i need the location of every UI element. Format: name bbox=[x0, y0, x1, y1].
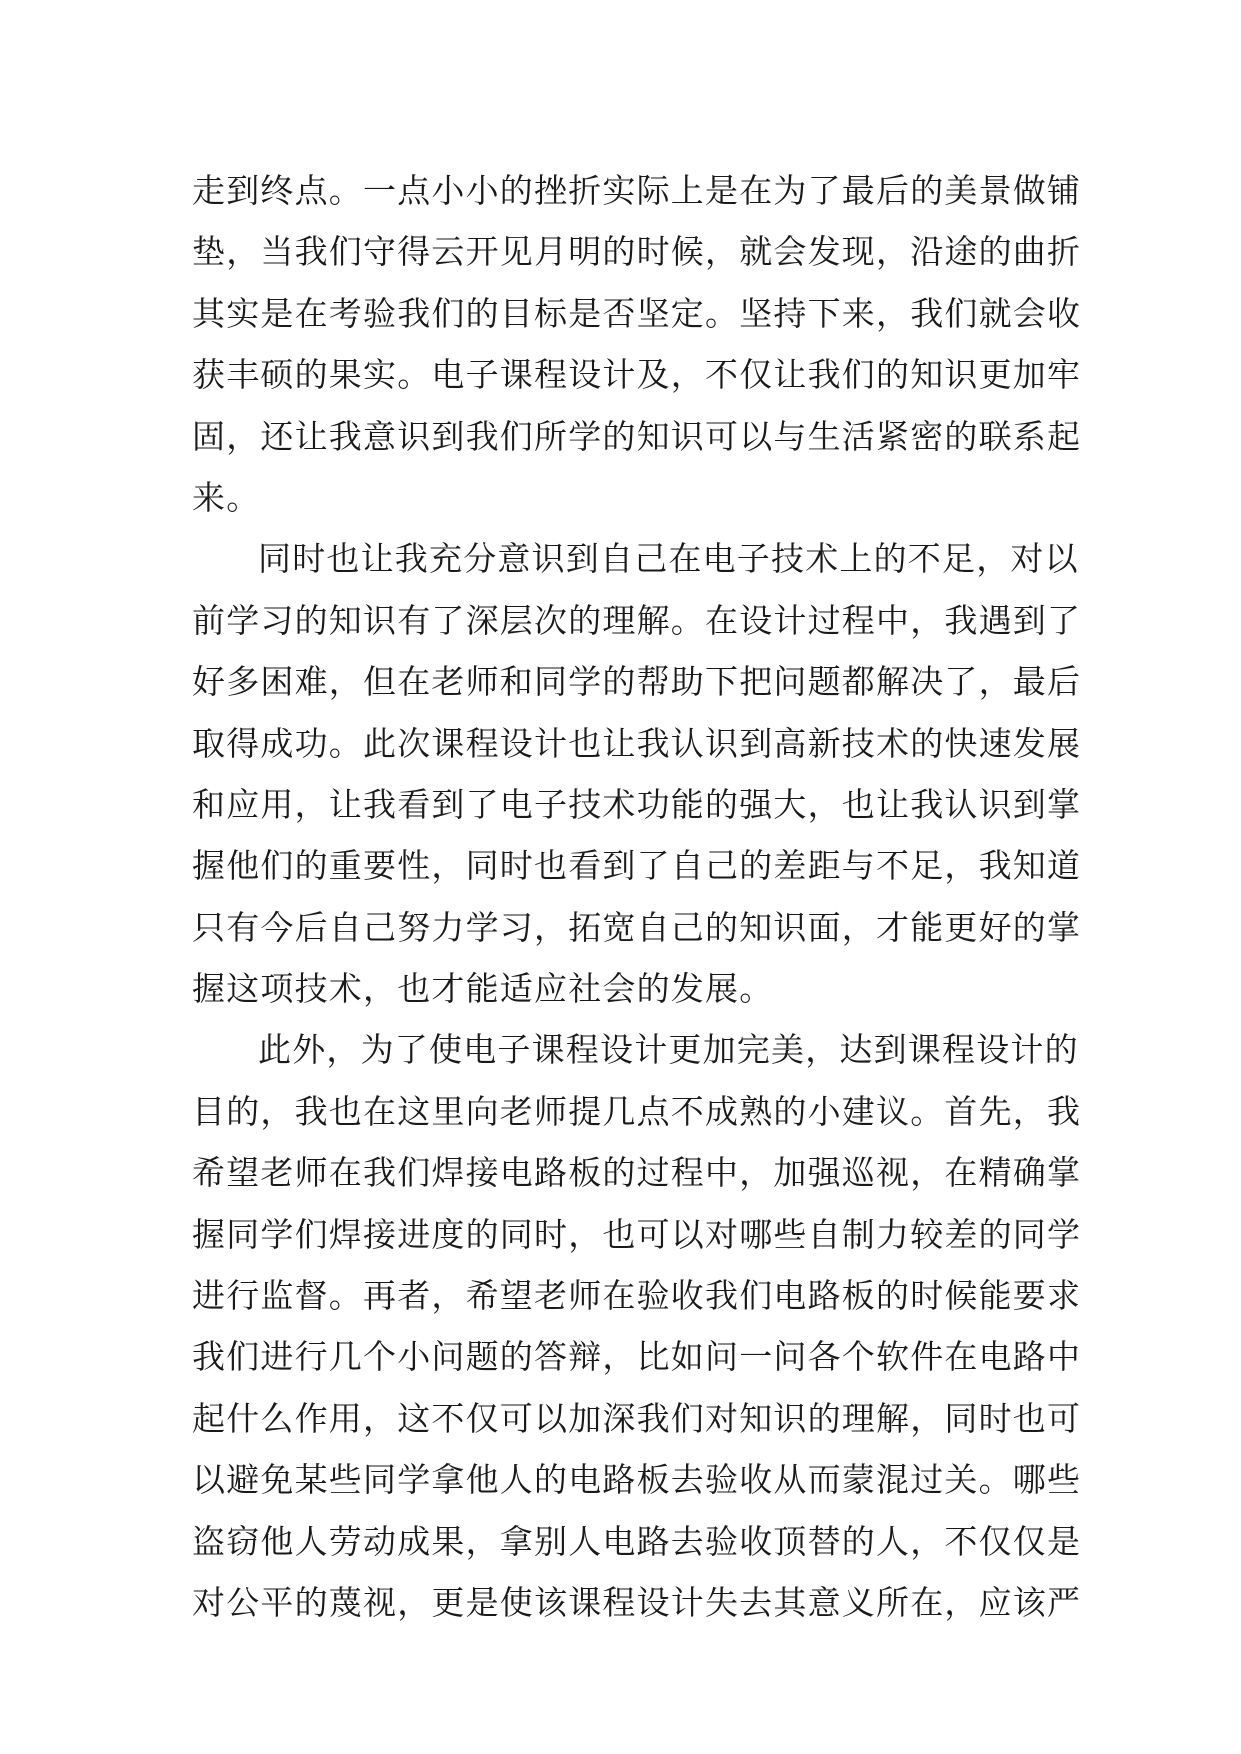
text-line: 走到终点。一点小小的挫折实际上是在为了最后的美景做铺 bbox=[192, 171, 1082, 210]
text-line: 只有今后自己努力学习，拓宽自己的知识面，才能更好的掌 bbox=[192, 907, 1082, 947]
text-line: 好多困难，但在老师和同学的帮助下把问题都解决了，最后 bbox=[192, 662, 1082, 702]
paragraph-first-line: 同时也让我充分意识到自己在电子技术上的不足，对以 bbox=[258, 539, 1079, 579]
text-line: 以避免某些同学拿他人的电路板去验收从而蒙混过关。哪些 bbox=[192, 1460, 1082, 1500]
text-line: 来。 bbox=[192, 477, 261, 517]
text-line: 垫，当我们守得云开见月明的时候，就会发现，沿途的曲折 bbox=[192, 232, 1082, 272]
text-line: 握他们的重要性，同时也看到了自己的差距与不足，我知道 bbox=[192, 846, 1082, 886]
paragraph-first-line: 此外，为了使电子课程设计更加完美，达到课程设计的 bbox=[258, 1030, 1079, 1070]
text-line: 前学习的知识有了深层次的理解。在设计过程中，我遇到了 bbox=[192, 600, 1082, 640]
text-line: 握这项技术，也才能适应社会的发展。 bbox=[192, 969, 774, 1009]
text-line: 目的，我也在这里向老师提几点不成熟的小建议。首先，我 bbox=[192, 1091, 1082, 1131]
text-line: 对公平的蔑视，更是使该课程设计失去其意义所在，应该严 bbox=[192, 1582, 1082, 1622]
text-line: 起什么作用，这不仅可以加深我们对知识的理解，同时也可 bbox=[192, 1398, 1082, 1438]
text-line: 获丰硕的果实。电子课程设计及，不仅让我们的知识更加牢 bbox=[192, 355, 1082, 395]
text-line: 固，还让我意识到我们所学的知识可以与生活紧密的联系起 bbox=[192, 416, 1082, 456]
text-line: 握同学们焊接进度的同时，也可以对哪些自制力较差的同学 bbox=[192, 1214, 1082, 1254]
text-line: 盗窃他人劳动成果，拿别人电路去验收顶替的人，不仅仅是 bbox=[192, 1521, 1082, 1561]
document-body bbox=[192, 160, 1082, 1633]
text-line: 进行监督。再者，希望老师在验收我们电路板的时候能要求 bbox=[192, 1276, 1082, 1316]
text-line: 其实是在考验我们的目标是否坚定。坚持下来，我们就会收 bbox=[192, 293, 1082, 333]
text-line: 取得成功。此次课程设计也让我认识到高新技术的快速发展 bbox=[192, 723, 1082, 763]
text-line: 希望老师在我们焊接电路板的过程中，加强巡视，在精确掌 bbox=[192, 1153, 1082, 1193]
text-line: 我们进行几个小问题的答辩，比如问一问各个软件在电路中 bbox=[192, 1337, 1082, 1377]
text-line: 和应用，让我看到了电子技术功能的强大，也让我认识到掌 bbox=[192, 784, 1082, 824]
